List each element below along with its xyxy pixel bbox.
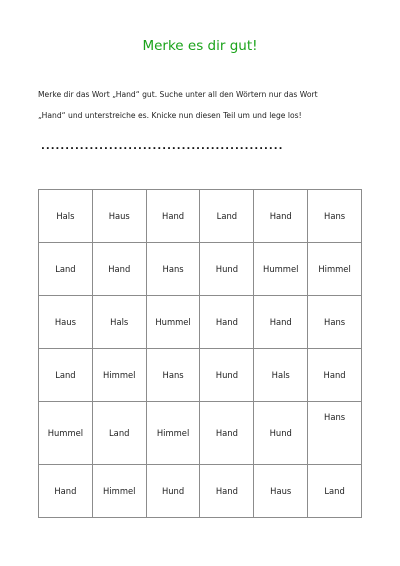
word-cell[interactable]: Hans [146, 243, 200, 296]
word-cell[interactable]: Hund [254, 402, 308, 465]
word-cell[interactable]: Hand [39, 465, 93, 518]
instructions [38, 84, 378, 126]
word-cell[interactable]: Hand [200, 465, 254, 518]
instructions-line-2: „Hand“ und unterstreiche es. Knicke nun diesen Teil um und lege los! [38, 111, 302, 120]
word-cell[interactable]: Hand [92, 243, 146, 296]
fold-line: .................................................. [41, 141, 284, 152]
word-cell[interactable]: Hans [308, 296, 362, 349]
word-cell[interactable]: Hals [254, 349, 308, 402]
grid-row [39, 243, 362, 296]
word-cell[interactable]: Haus [39, 296, 93, 349]
word-cell[interactable]: Hand [146, 190, 200, 243]
word-cell[interactable]: Land [200, 190, 254, 243]
page-title: Merke es dir gut! [142, 38, 258, 54]
grid-row [39, 465, 362, 518]
word-cell[interactable]: Land [39, 349, 93, 402]
grid-row [39, 296, 362, 349]
word-cell[interactable]: Hand [200, 296, 254, 349]
word-cell[interactable]: Hals [39, 190, 93, 243]
word-cell[interactable]: Hand [200, 402, 254, 465]
word-cell[interactable]: Hund [200, 349, 254, 402]
word-cell[interactable]: Himmel [146, 402, 200, 465]
word-cell[interactable]: Hummel [39, 402, 93, 465]
instructions-line-1: Merke dir das Wort „Hand“ gut. Suche unter all den Wörtern nur das Wort [38, 90, 318, 99]
word-grid [38, 189, 362, 518]
grid-row [39, 190, 362, 243]
word-cell[interactable]: Hand [254, 296, 308, 349]
word-cell[interactable]: Himmel [92, 349, 146, 402]
word-cell[interactable]: Hund [146, 465, 200, 518]
word-cell[interactable]: Land [92, 402, 146, 465]
word-cell[interactable]: Hals [92, 296, 146, 349]
word-cell[interactable]: Hand [254, 190, 308, 243]
word-cell[interactable]: Hummel [254, 243, 308, 296]
word-cell[interactable]: Haus [254, 465, 308, 518]
word-cell[interactable]: Hund [200, 243, 254, 296]
word-cell[interactable]: Himmel [92, 465, 146, 518]
word-cell[interactable]: Hans [308, 190, 362, 243]
word-cell[interactable]: Hummel [146, 296, 200, 349]
word-cell[interactable]: Haus [92, 190, 146, 243]
word-cell[interactable]: Hans [308, 402, 362, 465]
grid-row [39, 349, 362, 402]
grid-row [39, 402, 362, 465]
word-cell[interactable]: Himmel [308, 243, 362, 296]
word-cell[interactable]: Hans [146, 349, 200, 402]
word-cell[interactable]: Land [39, 243, 93, 296]
word-cell[interactable]: Land [308, 465, 362, 518]
word-cell[interactable]: Hand [308, 349, 362, 402]
